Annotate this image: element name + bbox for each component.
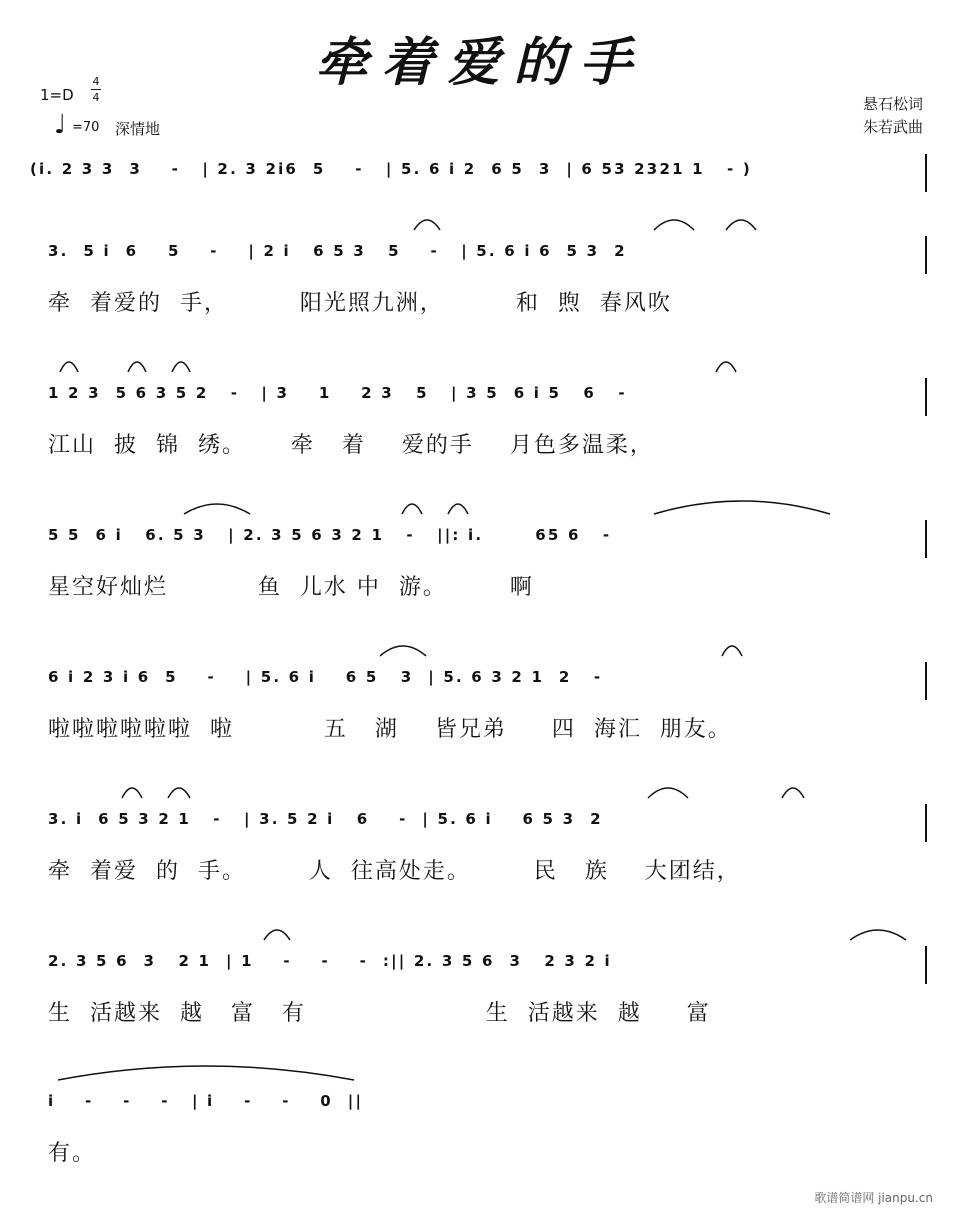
time-signature-line — [91, 89, 101, 90]
slur-mark — [780, 778, 806, 800]
lyric-line: 星空好灿烂 鱼 儿水 中 游。 啊 — [48, 575, 534, 600]
lyric-line: 牵 着爱的 手， 阳光照九洲， 和 煦 春风吹 — [48, 291, 672, 316]
slur-mark — [170, 352, 192, 374]
lyricist-credit: 悬石松词 — [862, 95, 923, 113]
time-signature-bottom: 4 — [92, 91, 100, 104]
bar-line — [925, 378, 927, 416]
slur-mark — [412, 210, 442, 232]
key-signature: 1=D — [40, 86, 74, 104]
slur-mark — [166, 778, 192, 800]
slur-mark — [400, 494, 424, 516]
lyric-line: 生 活越来 越 富 有 生 活越来 越 富 — [48, 1001, 711, 1026]
notation: 3. 5 i 6 5 - | 2 i 6 5 3 5 - | 5. 6 i 6 5 3 2 — [48, 242, 627, 260]
tempo-marking: =70 — [72, 120, 100, 135]
slur-mark — [720, 636, 744, 658]
lyric-line: 江山 披 锦 绣。 牵 着 爱的手 月色多温柔， — [48, 433, 654, 458]
lyric-line: 牵 着爱 的 手。 人 往高处走。 民 族 大团结， — [48, 859, 741, 884]
bar-line — [925, 236, 927, 274]
quarter-note-icon: ♩ — [54, 110, 67, 140]
lyric-line: 有。 — [48, 1141, 97, 1166]
song-title: 牵着爱的手 — [315, 32, 646, 93]
slur-mark — [120, 778, 144, 800]
bar-line — [925, 662, 927, 700]
slur-mark — [848, 920, 908, 942]
slur-mark — [724, 210, 758, 232]
slur-mark — [652, 210, 696, 232]
slur-mark — [126, 352, 148, 374]
slur-mark — [56, 1060, 356, 1082]
notation: (i. 2 3 3 3 - | 2. 3 2i6 5 - | 5. 6 i 2 6 5 3 | 6 53 2321 1 - ) — [30, 160, 752, 178]
slur-mark — [182, 494, 252, 516]
notation: 5 5 6 i 6. 5 3 | 2. 3 5 6 3 2 1 - ||: i. 65 6 - — [48, 526, 612, 544]
watermark: 歌谱简谱网 jianpu.cn — [814, 1191, 933, 1205]
notation: 6 i 2 3 i 6 5 - | 5. 6 i 6 5 3 | 5. 6 3 2 1 2 - — [48, 668, 603, 686]
slur-mark — [714, 352, 738, 374]
slur-mark — [262, 920, 292, 942]
time-signature-top: 4 — [92, 75, 100, 88]
lyric-line: 啦啦啦啦啦啦 啦 五 湖 皆兄弟 四 海汇 朋友。 — [48, 717, 732, 742]
notation: i - - - | i - - 0 || — [48, 1092, 364, 1110]
slur-mark — [652, 494, 832, 516]
bar-line — [925, 946, 927, 984]
expression-marking: 深情地 — [115, 120, 161, 138]
composer-credit: 朱若武曲 — [862, 118, 923, 136]
slur-mark — [378, 636, 428, 658]
notation: 1 2 3 5 6 3 5 2 - | 3 1 2 3 5 | 3 5 6 i 5 6 - — [48, 384, 627, 402]
notation: 3. i 6 5 3 2 1 - | 3. 5 2 i 6 - | 5. 6 i 6 5 3 2 — [48, 810, 603, 828]
slur-mark — [58, 352, 80, 374]
slur-mark — [646, 778, 690, 800]
notation: 2. 3 5 6 3 2 1 | 1 - - - :|| 2. 3 5 6 3 2 3 2 i — [48, 952, 612, 970]
bar-line — [925, 804, 927, 842]
bar-line — [925, 520, 927, 558]
slur-mark — [446, 494, 470, 516]
bar-line — [925, 154, 927, 192]
